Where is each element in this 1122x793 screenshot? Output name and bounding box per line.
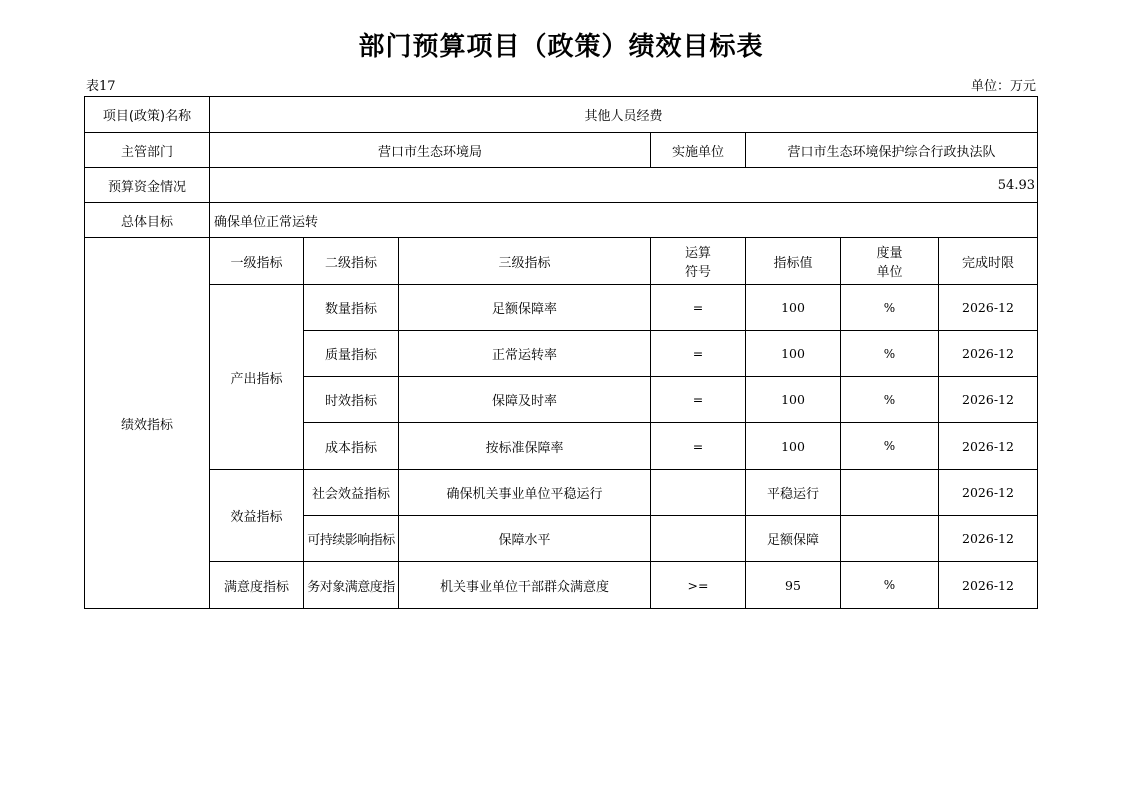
- operator-cell: =: [651, 423, 746, 470]
- unit-cell: %: [841, 423, 939, 470]
- value-cell: 100: [746, 285, 841, 331]
- goal-row: [85, 203, 1038, 238]
- indicators-section-label: 绩效指标: [85, 238, 210, 609]
- header-unit-line2: 单位: [876, 265, 903, 280]
- header-unit-line1: 度量: [876, 246, 903, 261]
- budget-label: 预算资金情况: [85, 168, 210, 203]
- unit-cell: %: [841, 562, 939, 609]
- header-level2: 二级指标: [304, 238, 399, 285]
- department-row: [85, 133, 1038, 168]
- deadline-cell: 2026-12: [939, 516, 1038, 562]
- header-level1: 一级指标: [210, 238, 304, 285]
- level1-satisfaction: 满意度指标: [210, 562, 304, 609]
- budget-value: 54.93: [210, 168, 1038, 203]
- header-level3: 三级指标: [399, 238, 651, 285]
- level2-cell: 成本指标: [304, 423, 399, 470]
- value-cell: 95: [746, 562, 841, 609]
- goal-label: 总体目标: [85, 203, 210, 238]
- operator-cell: =: [651, 377, 746, 423]
- value-cell: 平稳运行: [746, 470, 841, 516]
- level2-cell: 务对象满意度指: [304, 562, 399, 609]
- impl-unit-label: 实施单位: [651, 133, 746, 168]
- performance-target-table: [84, 96, 1038, 609]
- value-cell: 100: [746, 331, 841, 377]
- header-operator: [651, 238, 746, 285]
- operator-cell: =: [651, 331, 746, 377]
- deadline-cell: 2026-12: [939, 331, 1038, 377]
- level2-cell: 数量指标: [304, 285, 399, 331]
- deadline-cell: 2026-12: [939, 285, 1038, 331]
- level1-benefit: 效益指标: [210, 470, 304, 562]
- value-cell: 100: [746, 377, 841, 423]
- table-row: [85, 470, 1038, 516]
- unit-cell: %: [841, 285, 939, 331]
- header-operator-line1: 运算: [684, 246, 711, 261]
- level2-cell: 时效指标: [304, 377, 399, 423]
- value-cell: 足额保障: [746, 516, 841, 562]
- operator-cell: [651, 470, 746, 516]
- table-row: [85, 562, 1038, 609]
- level3-cell: 正常运转率: [399, 331, 651, 377]
- impl-unit-value: 营口市生态环境保护综合行政执法队: [746, 133, 1038, 168]
- level2-cell: 社会效益指标: [304, 470, 399, 516]
- header-unit: [841, 238, 939, 285]
- unit-label: 单位：万元: [970, 79, 1036, 94]
- indicator-header-row: [85, 238, 1038, 285]
- level3-cell: 按标准保障率: [399, 423, 651, 470]
- project-name-label: 项目(政策)名称: [85, 97, 210, 133]
- unit-cell: [841, 516, 939, 562]
- level3-cell: 保障水平: [399, 516, 651, 562]
- budget-row: [85, 168, 1038, 203]
- level1-output: 产出指标: [210, 285, 304, 470]
- project-name-value: 其他人员经费: [210, 97, 1038, 133]
- unit-cell: %: [841, 377, 939, 423]
- deadline-cell: 2026-12: [939, 377, 1038, 423]
- level3-cell: 机关事业单位干部群众满意度: [399, 562, 651, 609]
- unit-cell: %: [841, 331, 939, 377]
- table-row: [85, 285, 1038, 331]
- table-number: 表17: [86, 79, 116, 94]
- operator-cell: [651, 516, 746, 562]
- operator-cell: >=: [651, 562, 746, 609]
- header-operator-line2: 符号: [684, 265, 711, 280]
- level3-cell: 保障及时率: [399, 377, 651, 423]
- value-cell: 100: [746, 423, 841, 470]
- unit-cell: [841, 470, 939, 516]
- project-name-row: [85, 97, 1038, 133]
- level3-cell: 足额保障率: [399, 285, 651, 331]
- level3-cell: 确保机关事业单位平稳运行: [399, 470, 651, 516]
- page-title: 部门预算项目（政策）绩效目标表: [358, 32, 764, 62]
- deadline-cell: 2026-12: [939, 562, 1038, 609]
- level2-cell: 可持续影响指标: [304, 516, 399, 562]
- deadline-cell: 2026-12: [939, 423, 1038, 470]
- level2-cell: 质量指标: [304, 331, 399, 377]
- goal-value: 确保单位正常运转: [210, 203, 1038, 238]
- deadline-cell: 2026-12: [939, 470, 1038, 516]
- dept-label: 主管部门: [85, 133, 210, 168]
- dept-value: 营口市生态环境局: [210, 133, 651, 168]
- header-value: 指标值: [746, 238, 841, 285]
- operator-cell: =: [651, 285, 746, 331]
- header-deadline: 完成时限: [939, 238, 1038, 285]
